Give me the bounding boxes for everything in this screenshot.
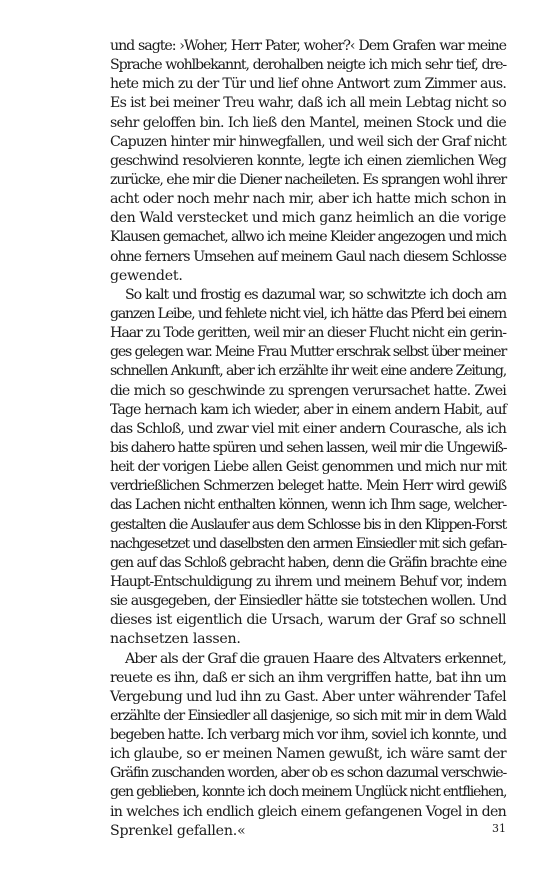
text-line: reuete es ihn, daß er sich an ihm vergriffen hatte, bat ihn um [110, 669, 506, 686]
paragraph [110, 37, 506, 286]
text-line: ges gelegen war. Meine Frau Mutter erschrak selbst über meiner [110, 344, 506, 361]
text-line: in welches ich endlich gleich einem gefangenen Vogel in den [110, 803, 506, 820]
text-line: Sprache wohlbekannt, derohalben neigte ich mich sehr tief, dre- [110, 57, 506, 74]
text-line: acht oder noch mehr nach mir, aber ich hatte mich schon in [110, 191, 506, 208]
text-line: Aber als der Graf die grauen Haare des Altvaters erkennet, [125, 650, 506, 667]
text-line: Capuzen hinter mir hinwegfallen, und weil sich der Graf nicht [110, 133, 506, 150]
text-line: ganzen Leibe, und fehlete nicht viel, ich hätte das Pferd bei einem [110, 305, 506, 322]
text-line: gen auf das Schloß gebracht haben, denn die Gräfin brachte eine [110, 554, 506, 571]
text-line: gen geblieben, konnte ich doch meinem Unglück nicht entfliehen, [110, 784, 507, 801]
body-text [110, 37, 506, 841]
text-line: erzählte der Einsiedler all dasjenige, so sich mit mir in dem Wald [110, 707, 506, 724]
text-line: Sprenkel gefallen.« [110, 822, 246, 839]
text-line: bis dahero hatte spüren und sehen lassen, weil mir die Ungewiß- [110, 439, 507, 456]
text-line: dieses ist eigentlich die Ursach, warum der Graf so schnell [110, 612, 506, 629]
text-line: Vergebung und lud ihn zu Gast. Aber unter währender Tafel [110, 688, 506, 705]
text-line: ich glaube, so er meinen Namen gewußt, ich wäre samt der [110, 746, 506, 763]
text-line: heit der vorigen Liebe allen Geist genommen und mich nur mit [110, 459, 506, 476]
page-number: 31 [492, 822, 506, 835]
text-line: Haar zu Tode geritten, weil mir an dieser Flucht nicht ein gerin- [110, 325, 506, 342]
text-line: sehr geloffen bin. Ich ließ den Mantel, meinen Stock und die [110, 114, 506, 131]
text-line: die mich so geschwinde zu sprengen verursachet hatte. Zwei [110, 382, 506, 399]
text-line: verdrießlichen Schmerzen beleget hatte. Mein Herr wird gewiß [110, 478, 506, 495]
text-line: den Wald verstecket und mich ganz heimlich an die vorige [110, 210, 506, 227]
text-line: das Lachen nicht enthalten können, wenn ich Ihm sage, welcher- [110, 497, 506, 514]
text-line: So kalt und frostig es dazumal war, so schwitzte ich doch am [125, 286, 506, 303]
text-line: das Schloß, und zwar viel mit einer andern Courasche, als ich [110, 420, 506, 437]
text-line: nachgesetzet und daselbsten den armen Einsiedler mit sich gefan- [110, 535, 506, 552]
text-line: Es ist bei meiner Treu wahr, daß ich all mein Lebtag nicht so [110, 95, 506, 112]
text-line: nachsetzen lassen. [110, 631, 241, 648]
paragraph [110, 286, 506, 650]
text-line: geschwind resolvieren konnte, legte ich einen ziemlichen Weg [110, 152, 506, 169]
text-line: zurücke, ehe mir die Diener nacheileten. Es sprangen wohl ihrer [110, 171, 506, 188]
paragraph [110, 650, 506, 841]
text-line: Gräfin zuschanden worden, aber ob es schon dazumal verschwie- [110, 765, 506, 782]
text-line: Klausen gemachet, allwo ich meine Kleider angezogen und mich [110, 229, 506, 246]
text-line: gestalten die Auslaufer aus dem Schlosse bis in den Klippen-Forst [110, 516, 506, 533]
text-line: ohne ferners Umsehen auf meinem Gaul nach diesem Schlosse [110, 248, 506, 265]
text-line: gewendet. [110, 267, 183, 284]
text-line: Tage hernach kam ich wieder, aber in einem andern Habit, auf [110, 401, 506, 418]
text-line: sie ausgegeben, der Einsiedler hätte sie totstechen wollen. Und [110, 593, 506, 610]
text-line: Haupt-Entschuldigung zu ihrem und meinem Behuf vor, indem [110, 573, 506, 590]
text-line: schnellen Ankunft, aber ich erzählte ihr weit eine andere Zeitung, [110, 363, 506, 380]
text-line: und sagte: ›Woher, Herr Pater, woher?‹ Dem Grafen war meine [110, 38, 506, 54]
text-line: hete mich zu der Tür und lief ohne Antwort zum Zimmer aus. [110, 76, 506, 93]
text-line: begeben hatte. Ich verbarg mich vor ihm, soviel ich konnte, und [110, 727, 507, 744]
